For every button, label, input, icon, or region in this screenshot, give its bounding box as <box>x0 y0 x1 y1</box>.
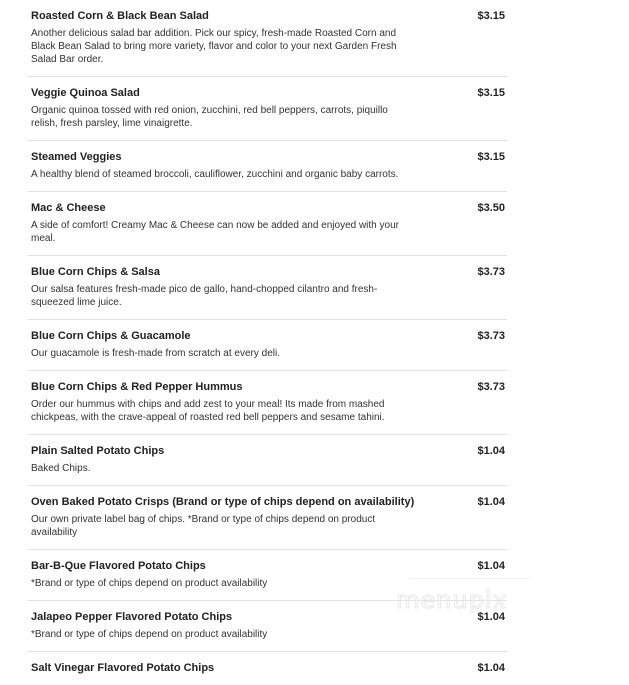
item-name: Blue Corn Chips & Guacamole <box>31 330 191 342</box>
menu-item <box>27 320 507 371</box>
item-name: Blue Corn Chips & Salsa <box>31 266 160 278</box>
item-description: Our own private label bag of chips. *Brand or type of chips depend on product availability <box>31 514 376 538</box>
item-description: A side of comfort! Creamy Mac & Cheese can now be added and enjoyed with your meal. <box>31 220 399 244</box>
item-description: A healthy blend of steamed broccoli, cauliflower, zucchini and organic baby carrots. <box>31 169 399 180</box>
watermark-rule <box>410 578 530 579</box>
menu-item <box>27 256 507 320</box>
item-price: $3.15 <box>477 151 505 163</box>
item-price: $1.04 <box>477 496 505 508</box>
item-name: Salt Vinegar Flavored Potato Chips <box>31 662 215 674</box>
item-name: Blue Corn Chips & Red Pepper Hummus <box>31 381 243 393</box>
item-name: Roasted Corn & Black Bean Salad <box>31 10 209 22</box>
menu-item <box>27 486 507 550</box>
item-description: *Brand or type of chips depend on product availability <box>31 629 268 640</box>
item-price: $3.15 <box>477 87 505 99</box>
item-price: $3.50 <box>477 202 505 214</box>
item-price: $3.15 <box>477 10 505 22</box>
item-description: Organic quinoa tossed with red onion, zucchini, red bell peppers, carrots, piquillo relish, fresh parsley, lime vinaigrette. <box>31 105 388 129</box>
item-description: Order our hummus with chips and add zest to your meal! Its made from mashed chickpeas, with the crave-appeal of roasted red bell peppers and sesame tahini. <box>31 399 385 423</box>
item-price: $3.73 <box>477 330 505 342</box>
menu-item <box>27 77 507 141</box>
menupix-watermark: menupix <box>396 586 508 614</box>
menu-item <box>27 652 507 685</box>
menu-item <box>27 435 507 486</box>
item-price: $1.04 <box>477 445 505 457</box>
item-name: Plain Salted Potato Chips <box>31 445 165 457</box>
item-name: Bar-B-Que Flavored Potato Chips <box>31 560 206 572</box>
menu-list <box>27 0 507 685</box>
item-price: $1.04 <box>477 611 505 623</box>
item-price: $3.73 <box>477 381 505 393</box>
menu-item <box>27 192 507 256</box>
item-description: Baked Chips. <box>31 463 91 474</box>
item-price: $1.04 <box>477 560 505 572</box>
item-price: $3.73 <box>477 266 505 278</box>
menu-item <box>27 371 507 435</box>
menu-item <box>27 141 507 192</box>
item-name: Veggie Quinoa Salad <box>31 87 140 99</box>
item-name: Jalapeo Pepper Flavored Potato Chips <box>31 611 233 623</box>
item-name: Oven Baked Potato Crisps (Brand or type of chips depend on availability) <box>31 496 415 508</box>
item-description: Our salsa features fresh-made pico de gallo, hand-chopped cilantro and fresh-squeezed lime juice. <box>31 284 378 308</box>
item-description: Another delicious salad bar addition. Pick our spicy, fresh-made Roasted Corn and Black Bean Salad to bring more variety, flavor and color to your next Garden Fresh Salad Bar order. <box>31 28 397 65</box>
item-price: $1.04 <box>477 662 505 674</box>
item-description: Our guacamole is fresh-made from scratch at every deli. <box>31 348 280 359</box>
item-name: Mac & Cheese <box>31 202 106 214</box>
item-name: Steamed Veggies <box>31 151 122 163</box>
menu-item <box>27 0 507 77</box>
item-description: *Brand or type of chips depend on product availability <box>31 578 268 589</box>
